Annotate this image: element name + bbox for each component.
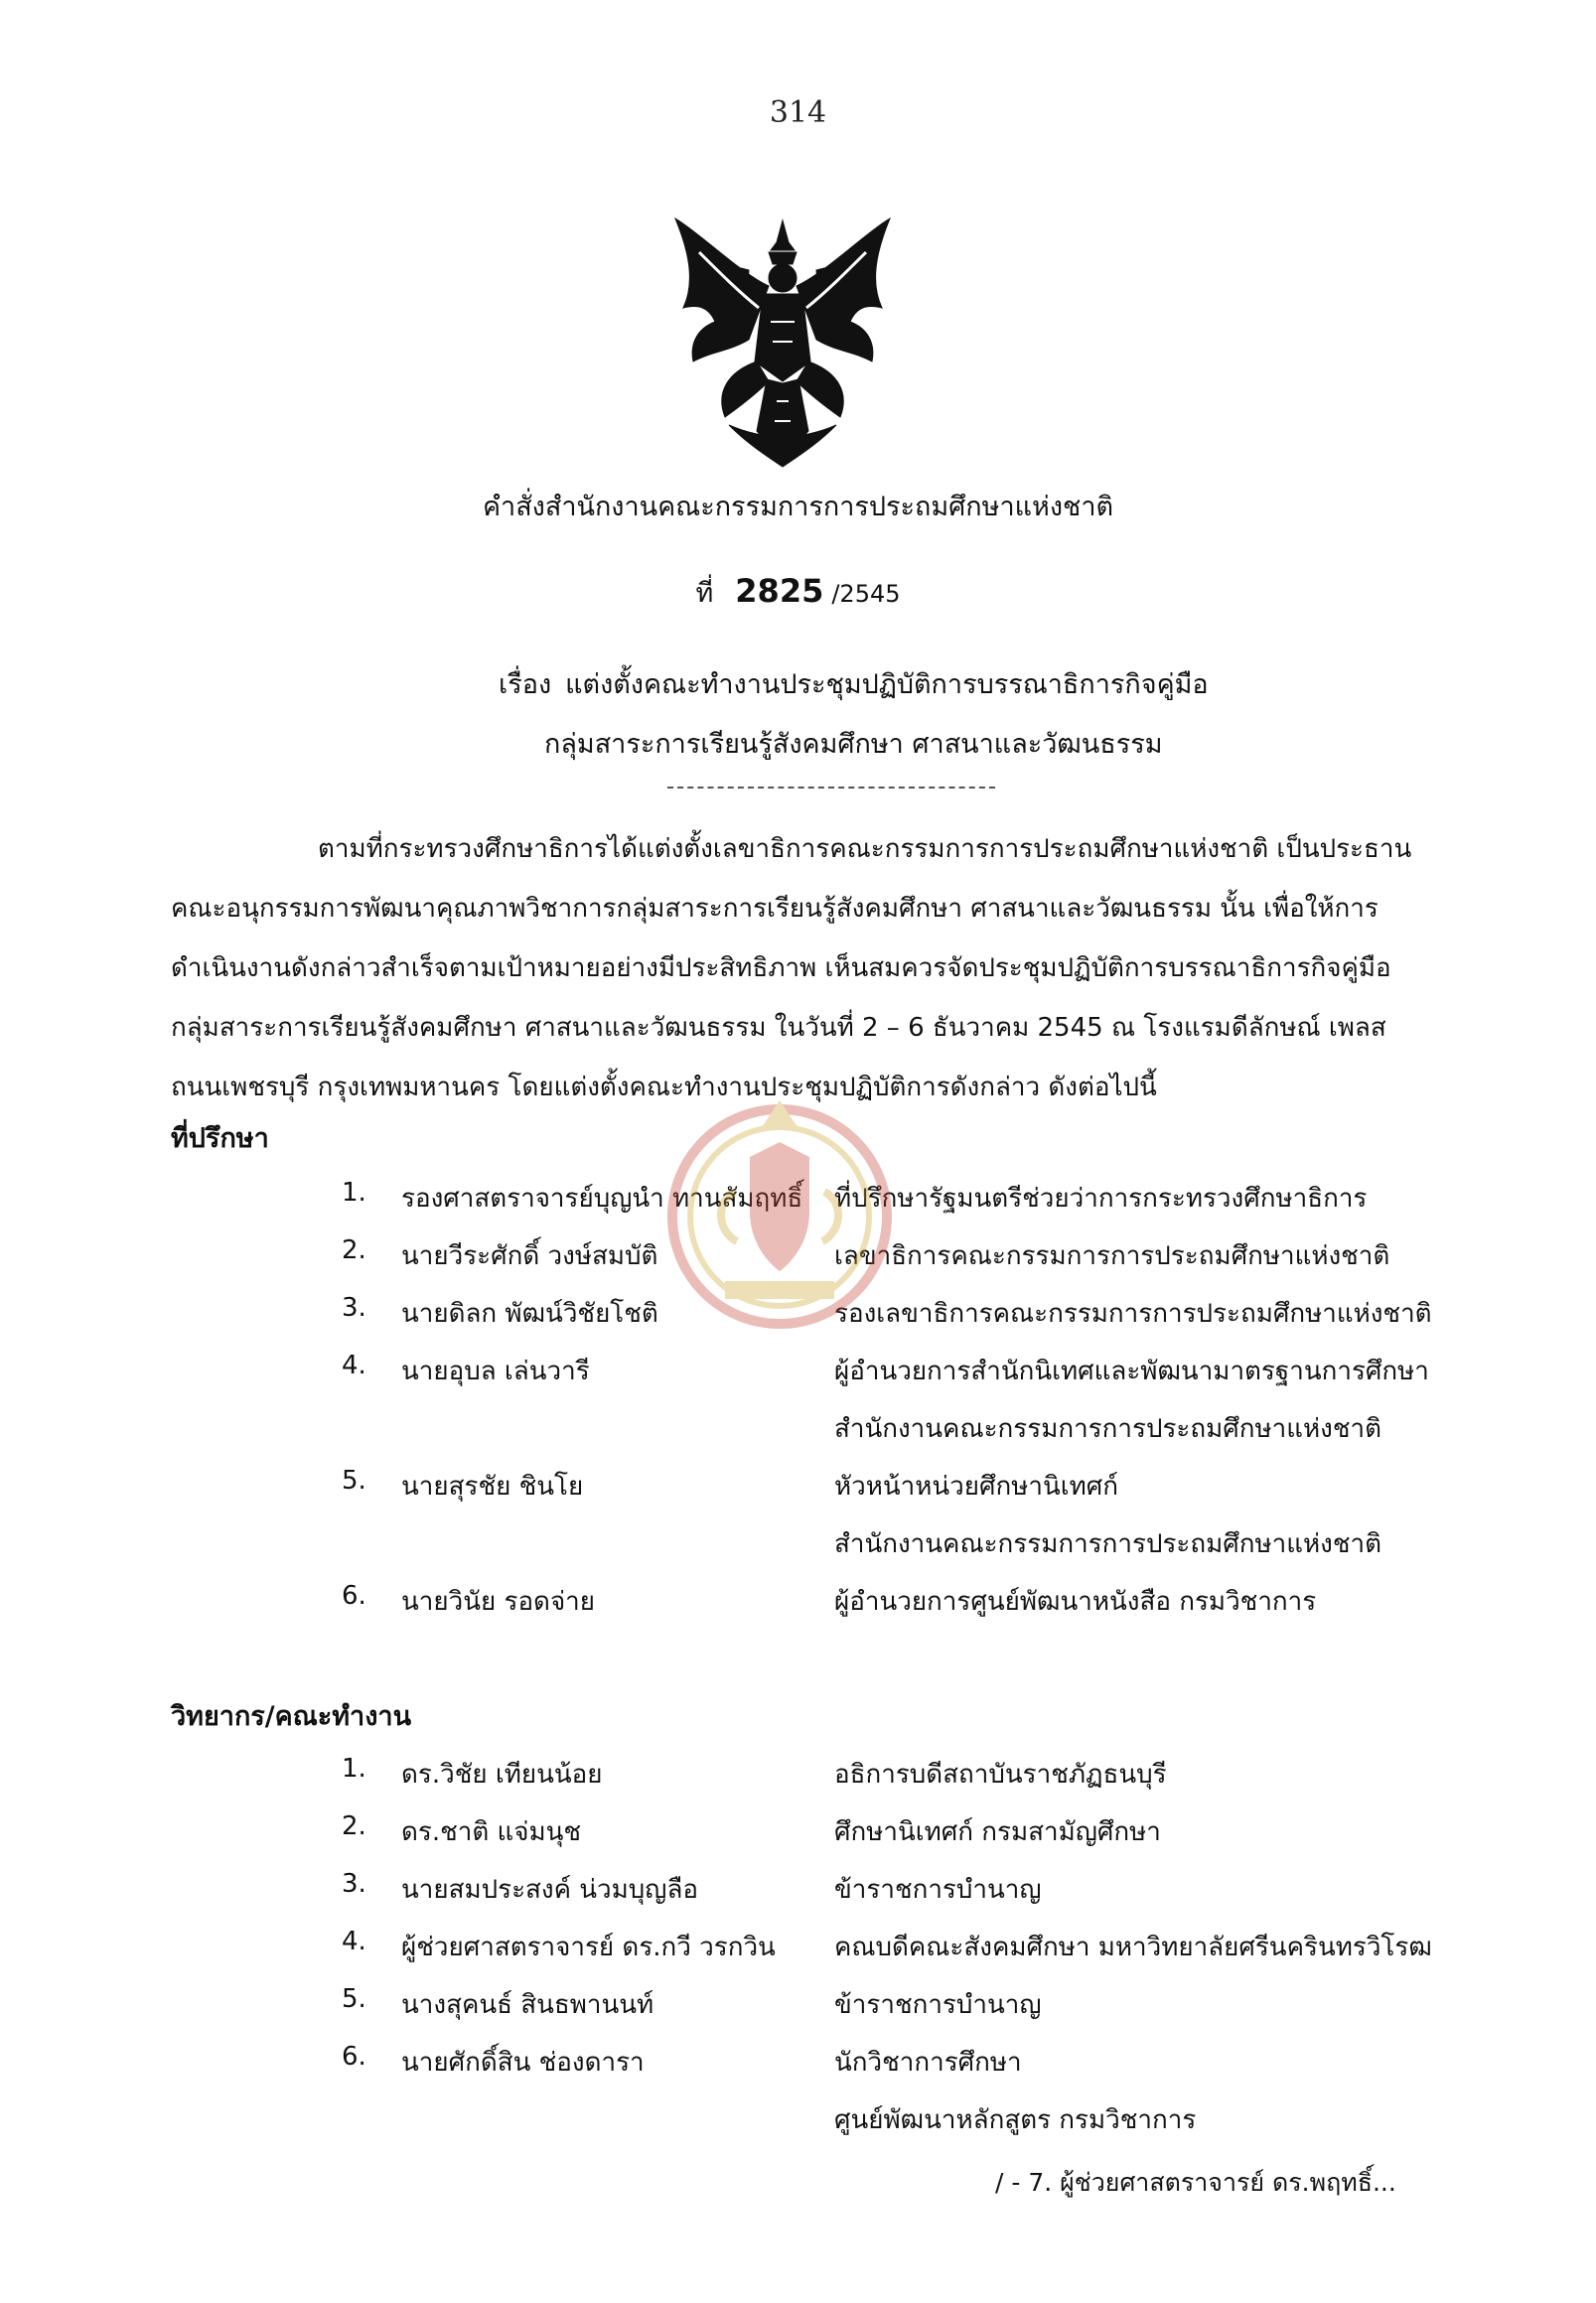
advisor-entry xyxy=(0,1581,1596,1621)
divider xyxy=(667,787,995,789)
entry-name: ผู้ช่วยศาสตราจารย์ ดร.กวี วรกวิน xyxy=(401,1933,776,1962)
entry-role: นักวิชาการศึกษา xyxy=(834,2048,1022,2078)
entry-name: รองศาสตราจารย์บุญนำ ทานสัมฤทธิ์ xyxy=(401,1184,803,1214)
entry-role: อธิการบดีสถาบันราชภัฏธนบุรี xyxy=(834,1760,1167,1790)
working-group-entry xyxy=(0,1754,1596,1794)
obec-seal-watermark-icon xyxy=(655,1082,904,1341)
continuation-note: / - 7. ผู้ช่วยศาสตราจารย์ ดร.พฤทธิ์... xyxy=(995,2168,1396,2197)
entry-role: ศึกษานิเทศก์ กรมสามัญศึกษา xyxy=(834,1817,1161,1847)
entry-role: รองเลขาธิการคณะกรรมการการประถมศึกษาแห่งชาติ xyxy=(834,1299,1432,1329)
entry-role: ข้าราชการบำนาญ xyxy=(834,1990,1042,2020)
subject-line-2: กลุ่มสาระการเรียนรู้สังคมศึกษา ศาสนาและวัฒนธรรม xyxy=(544,729,1163,760)
body-line: ตามที่กระทรวงศึกษาธิการได้แต่งตั้งเลขาธิการคณะกรรมการการประถมศึกษาแห่งชาติ เป็นประธาน xyxy=(318,834,1412,864)
body-line: ถนนเพชรบุรี กรุงเทพมหานคร โดยแต่งตั้งคณะทำงานประชุมปฏิบัติการดังกล่าว ดังต่อไปนี้ xyxy=(171,1073,1157,1102)
entry-number: 5. xyxy=(342,1984,366,2014)
entry-name: นายดิลก พัฒน์วิชัยโชติ xyxy=(401,1299,658,1329)
entry-number: 1. xyxy=(342,1754,366,1784)
entry-name: นายศักดิ์สิน ช่องดารา xyxy=(401,2048,645,2078)
entry-number: 6. xyxy=(342,2042,366,2072)
advisor-entry-continued xyxy=(0,1408,1596,1448)
working-group-entry xyxy=(0,1927,1596,1966)
subject-line-1: แต่งตั้งคณะทำงานประชุมปฏิบัติการบรรณาธิการกิจคู่มือ xyxy=(565,669,1209,700)
entry-role: ผู้อำนวยการสำนักนิเทศและพัฒนามาตรฐานการศึกษา xyxy=(834,1357,1429,1386)
entry-name: นางสุคนธ์ สินธพานนท์ xyxy=(401,1990,654,2020)
entry-number: 6. xyxy=(342,1581,366,1611)
entry-role: ผู้อำนวยการศูนย์พัฒนาหนังสือ กรมวิชาการ xyxy=(834,1587,1317,1617)
entry-number: 4. xyxy=(342,1927,366,1956)
entry-name: นายวีระศักดิ์ วงษ์สมบัติ xyxy=(401,1241,658,1271)
entry-role: ข้าราชการบำนาญ xyxy=(834,1875,1042,1905)
working-group-entry xyxy=(0,1984,1596,2024)
entry-number: 3. xyxy=(342,1869,366,1899)
working-group-heading: วิทยากร/คณะทำงาน xyxy=(171,1701,412,1732)
entry-name: ดร.วิชัย เทียนน้อย xyxy=(401,1760,603,1790)
entry-name: นายอุบล เล่นวารี xyxy=(401,1357,590,1386)
order-number xyxy=(0,571,1596,614)
order-number-value: 2825 xyxy=(735,572,824,610)
entry-number: 2. xyxy=(342,1235,366,1265)
working-group-entry xyxy=(0,1811,1596,1851)
entry-number: 1. xyxy=(342,1178,366,1208)
garuda-emblem-icon xyxy=(659,213,906,473)
advisor-entry xyxy=(0,1466,1596,1506)
entry-role-line-2: สำนักงานคณะกรรมการการประถมศึกษาแห่งชาติ xyxy=(834,1529,1381,1559)
entry-role: หัวหน้าหน่วยศึกษานิเทศก์ xyxy=(834,1472,1119,1502)
subject-label: เรื่อง xyxy=(499,669,552,700)
working-group-entry-continued xyxy=(0,2099,1596,2139)
advisor-entry-continued xyxy=(0,1523,1596,1563)
order-number-year: /2545 xyxy=(831,580,901,608)
advisor-entry xyxy=(0,1351,1596,1390)
working-group-entry xyxy=(0,2042,1596,2082)
entry-name: นายสมประสงค์ น่วมบุญลือ xyxy=(401,1875,698,1905)
entry-role: คณบดีคณะสังคมศึกษา มหาวิทยาลัยศรีนครินทรวิโรฒ xyxy=(834,1933,1432,1962)
working-group-entry xyxy=(0,1869,1596,1909)
entry-number: 2. xyxy=(342,1811,366,1841)
entry-number: 4. xyxy=(342,1351,366,1380)
entry-name: นายสุรชัย ชินโย xyxy=(401,1472,584,1502)
entry-name: ดร.ชาติ แจ่มนุช xyxy=(401,1817,582,1847)
entry-number: 5. xyxy=(342,1466,366,1496)
entry-role-line-2: สำนักงานคณะกรรมการการประถมศึกษาแห่งชาติ xyxy=(834,1414,1381,1444)
entry-name: นายวินัย รอดจ่าย xyxy=(401,1587,596,1617)
entry-role: เลขาธิการคณะกรรมการการประถมศึกษาแห่งชาติ xyxy=(834,1241,1390,1271)
page-number: 314 xyxy=(769,95,827,130)
body-line: กลุ่มสาระการเรียนรู้สังคมศึกษา ศาสนาและวัฒนธรรม ในวันที่ 2 – 6 ธันวาคม 2545 ณ โรงแรมดีลักษณ์ เพลส xyxy=(171,1013,1386,1043)
entry-role-line-2: ศูนย์พัฒนาหลักสูตร กรมวิชาการ xyxy=(834,2105,1197,2135)
entry-role: ที่ปรึกษารัฐมนตรีช่วยว่าการกระทรวงศึกษาธิการ xyxy=(834,1184,1368,1214)
body-line: คณะอนุกรรมการพัฒนาคุณภาพวิชาการกลุ่มสาระการเรียนรู้สังคมศึกษา ศาสนาและวัฒนธรรม นั้น เพื่อให้การ xyxy=(171,894,1378,924)
order-number-prefix: ที่ xyxy=(695,578,714,609)
entry-number: 3. xyxy=(342,1293,366,1323)
order-title: คำสั่งสำนักงานคณะกรรมการการประถมศึกษาแห่งชาติ xyxy=(482,492,1114,522)
body-paragraph xyxy=(171,819,1432,1117)
advisors-heading: ที่ปรึกษา xyxy=(171,1123,269,1154)
body-line: ดำเนินงานดังกล่าวสำเร็จตามเป้าหมายอย่างมีประสิทธิภาพ เห็นสมควรจัดประชุมปฏิบัติการบรรณาธิการกิจคู่มือ xyxy=(171,953,1391,983)
subject-block xyxy=(499,655,1209,775)
